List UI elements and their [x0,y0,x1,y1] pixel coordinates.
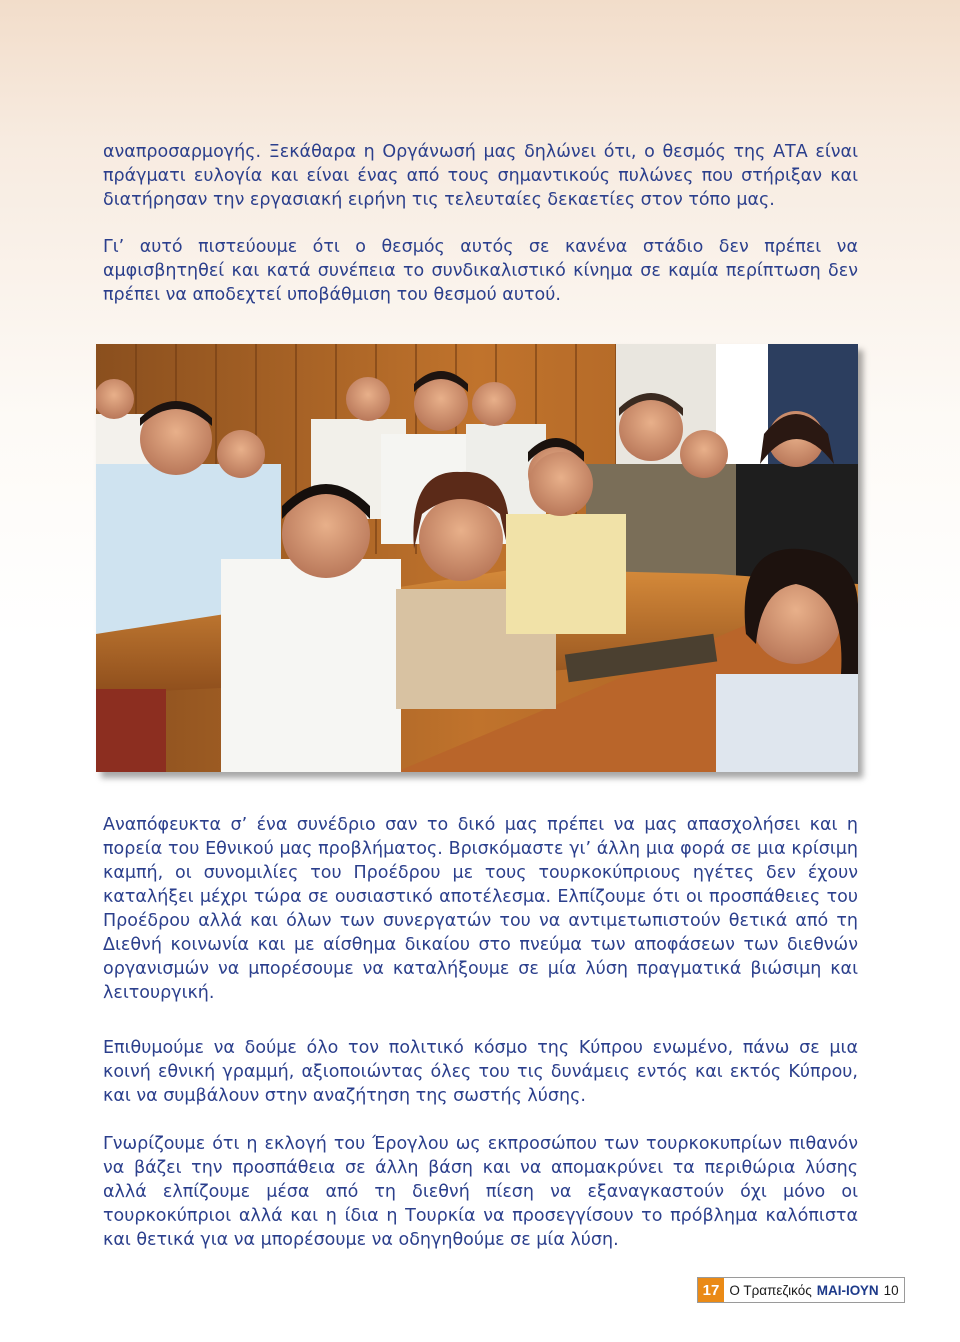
paragraph-national-problem: Αναπόφευκτα σ’ ένα συνέδριο σαν το δικό μας πρέπει να μας απασχολήσει και η πορεία του Εθνικού μας προβλήματος. Βρισκόμαστε γι’ άλλη μια φορά σε μια κρίσιμη καμπή, οι συνομιλίες του Προέδρου με τους τουρκοκύπριους ηγέτες δεν έχουν καταλήξει μέχρι τώρα σε ουσιαστικό αποτέλεσμα. Ελπίζουμε ότι οι προσπάθειες του Προέδρου αλλά και όλων των συνεργατών του να αντιμετωπιστούν θετικά από τη Διεθνή κοινωνία και με αίσθημα δικαίου στο πνεύμα των αποφάσεων των διεθνών οργανισμών να μπορέσουμε να καταλήξουμε σε μία λύση πραγματικά βιώσιμη και λειτουργική. [103,815,858,1003]
issue-year: 10 [883,1282,899,1298]
paragraph-ata-institution: αναπροσαρμογής. Ξεκάθαρα η Οργάνωσή μας δηλώνει ότι, ο θεσμός της ΑΤΑ είναι πράγματι ευλογία και είναι ένας από τους σημαντικούς πυλώνες που στήριξαν και διατήρησαν την εργασιακή ειρήνη τις τελευταίες δεκαετίες στον τόπο μας. [103,142,858,210]
issue-months: ΜΑΙ-ΙΟΥΝ [816,1282,879,1298]
page-number: 17 [698,1278,724,1302]
conference-photo [96,344,858,772]
paragraph-ata-belief: Γι’ αυτό πιστεύουμε ότι ο θεσμός αυτός σε κανένα στάδιο δεν πρέπει να αμφισβητηθεί και κατά συνέπεια το συνδικαλιστικό κίνημα σε καμία περίπτωση δεν πρέπει να αποδεχτεί υποβάθμιση του θεσμού αυτού. [103,237,858,305]
page-footer [697,1277,905,1303]
paragraph-eroglu-election: Γνωρίζουμε ότι η εκλογή του Έρογλου ως εκπροσώπου των τουρκοκυπρίων πιθανόν να βάζει την προσπάθεια σε άλλη βάση και να απομακρύνει τα περιθώρια λύσης αλλά ελπίζουμε μέσα από τη διεθνή πίεση να εξαναγκαστούν όχι μόνο οι τουρκοκύπριοι αλλά και η ίδια η Τουρκία να προσεγγίσουν το πρόβλημα καλόπιστα και θετικά για να μπορέσουμε να οδηγηθούμε σε μία λύση. [103,1134,858,1250]
magazine-issue-info [724,1278,904,1302]
magazine-title: Ο Τραπεζικός [729,1282,812,1298]
paragraph-political-unity: Επιθυμούμε να δούμε όλο τον πολιτικό κόσμο της Κύπρου ενωμένο, πάνω σε μια κοινή εθνική γραμμή, αξιοποιώντας όλες του τις δυνάμεις εντός και εκτός Κύπρου, και να συμβάλουν στην αναζήτηση της σωστής λύσης. [103,1038,858,1106]
